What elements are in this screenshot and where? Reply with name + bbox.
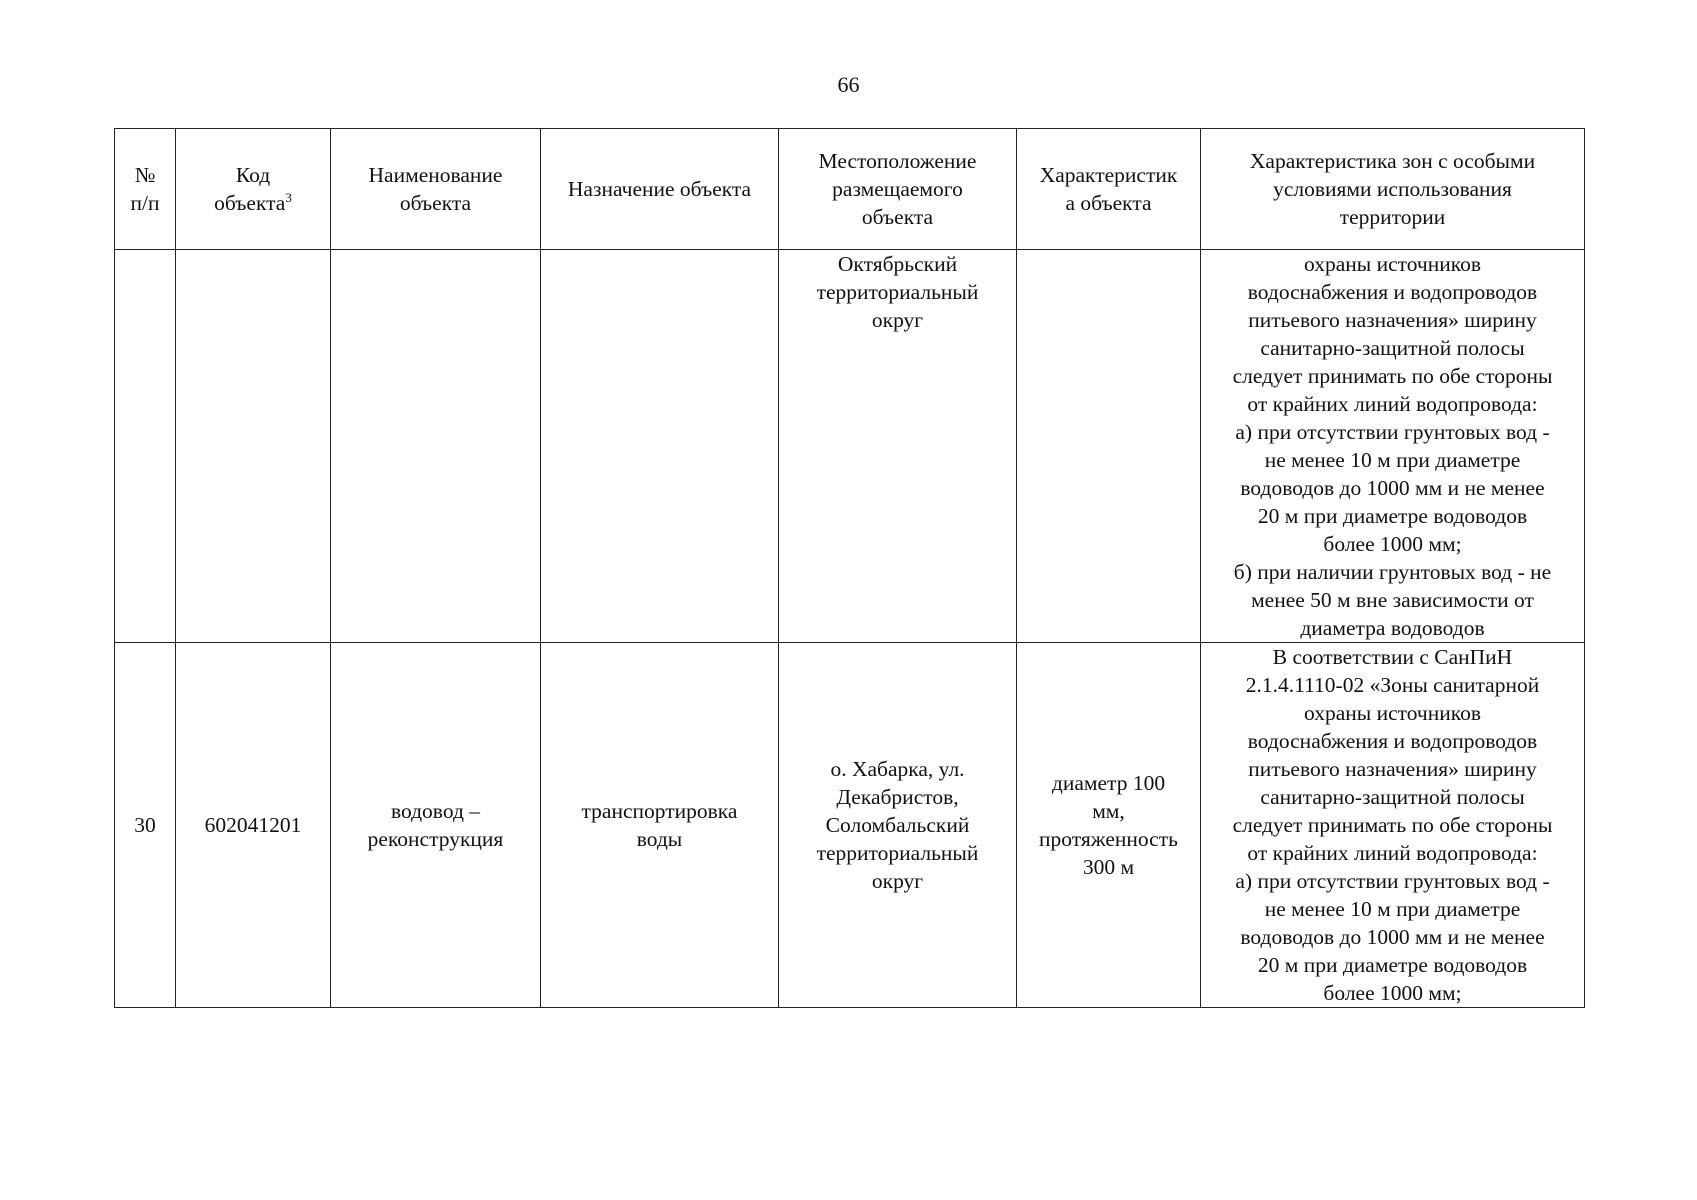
table-header-row	[115, 129, 1585, 250]
cell-num: 30	[115, 643, 176, 1008]
cell-name: водовод – реконструкция	[331, 643, 541, 1008]
cell-code: 602041201	[176, 643, 331, 1008]
cell-num	[115, 250, 176, 643]
table-row	[115, 250, 1585, 643]
cell-code	[176, 250, 331, 643]
cell-zones: охраны источников водоснабжения и водопроводов питьевого назначения» ширину санитарно-защитной полосы следует принимать по обе стороны от крайних линий водопровода: а) при отсутствии грунтовых вод - не менее 10 м при диаметре водоводов до 1000 мм и не менее 20 м при диаметре водоводов более 1000 мм; б) при наличии грунтовых вод - не менее 50 м вне зависимости от диаметра водоводов	[1201, 250, 1585, 643]
objects-table	[114, 128, 1585, 1008]
header-characteristic: Характеристик а объекта	[1017, 129, 1201, 250]
cell-location: Октябрьский территориальный округ	[779, 250, 1017, 643]
cell-location: о. Хабарка, ул. Декабристов, Соломбальский территориальный округ	[779, 643, 1017, 1008]
header-num: № п/п	[115, 129, 176, 250]
cell-name	[331, 250, 541, 643]
cell-zones: В соответствии с СанПиН 2.1.4.1110-02 «Зоны санитарной охраны источников водоснабжения и водопроводов питьевого назначения» ширину санитарно-защитной полосы следует принимать по обе стороны от крайних линий водопровода: а) при отсутствии грунтовых вод - не менее 10 м при диаметре водоводов до 1000 мм и не менее 20 м при диаметре водоводов более 1000 мм;	[1201, 643, 1585, 1008]
header-purpose: Назначение объекта	[541, 129, 779, 250]
footnote-marker: 3	[285, 189, 292, 205]
page-number: 66	[837, 72, 860, 97]
header-zones: Характеристика зон с особыми условиями использования территории	[1201, 129, 1585, 250]
header-location: Местоположение размещаемого объекта	[779, 129, 1017, 250]
header-code-text: Код объекта	[214, 163, 286, 215]
cell-purpose	[541, 250, 779, 643]
table-row	[115, 643, 1585, 1008]
cell-purpose: транспортировка воды	[541, 643, 779, 1008]
header-code	[176, 129, 331, 250]
cell-characteristic	[1017, 250, 1201, 643]
cell-characteristic: диаметр 100 мм, протяженность 300 м	[1017, 643, 1201, 1008]
header-name: Наименование объекта	[331, 129, 541, 250]
